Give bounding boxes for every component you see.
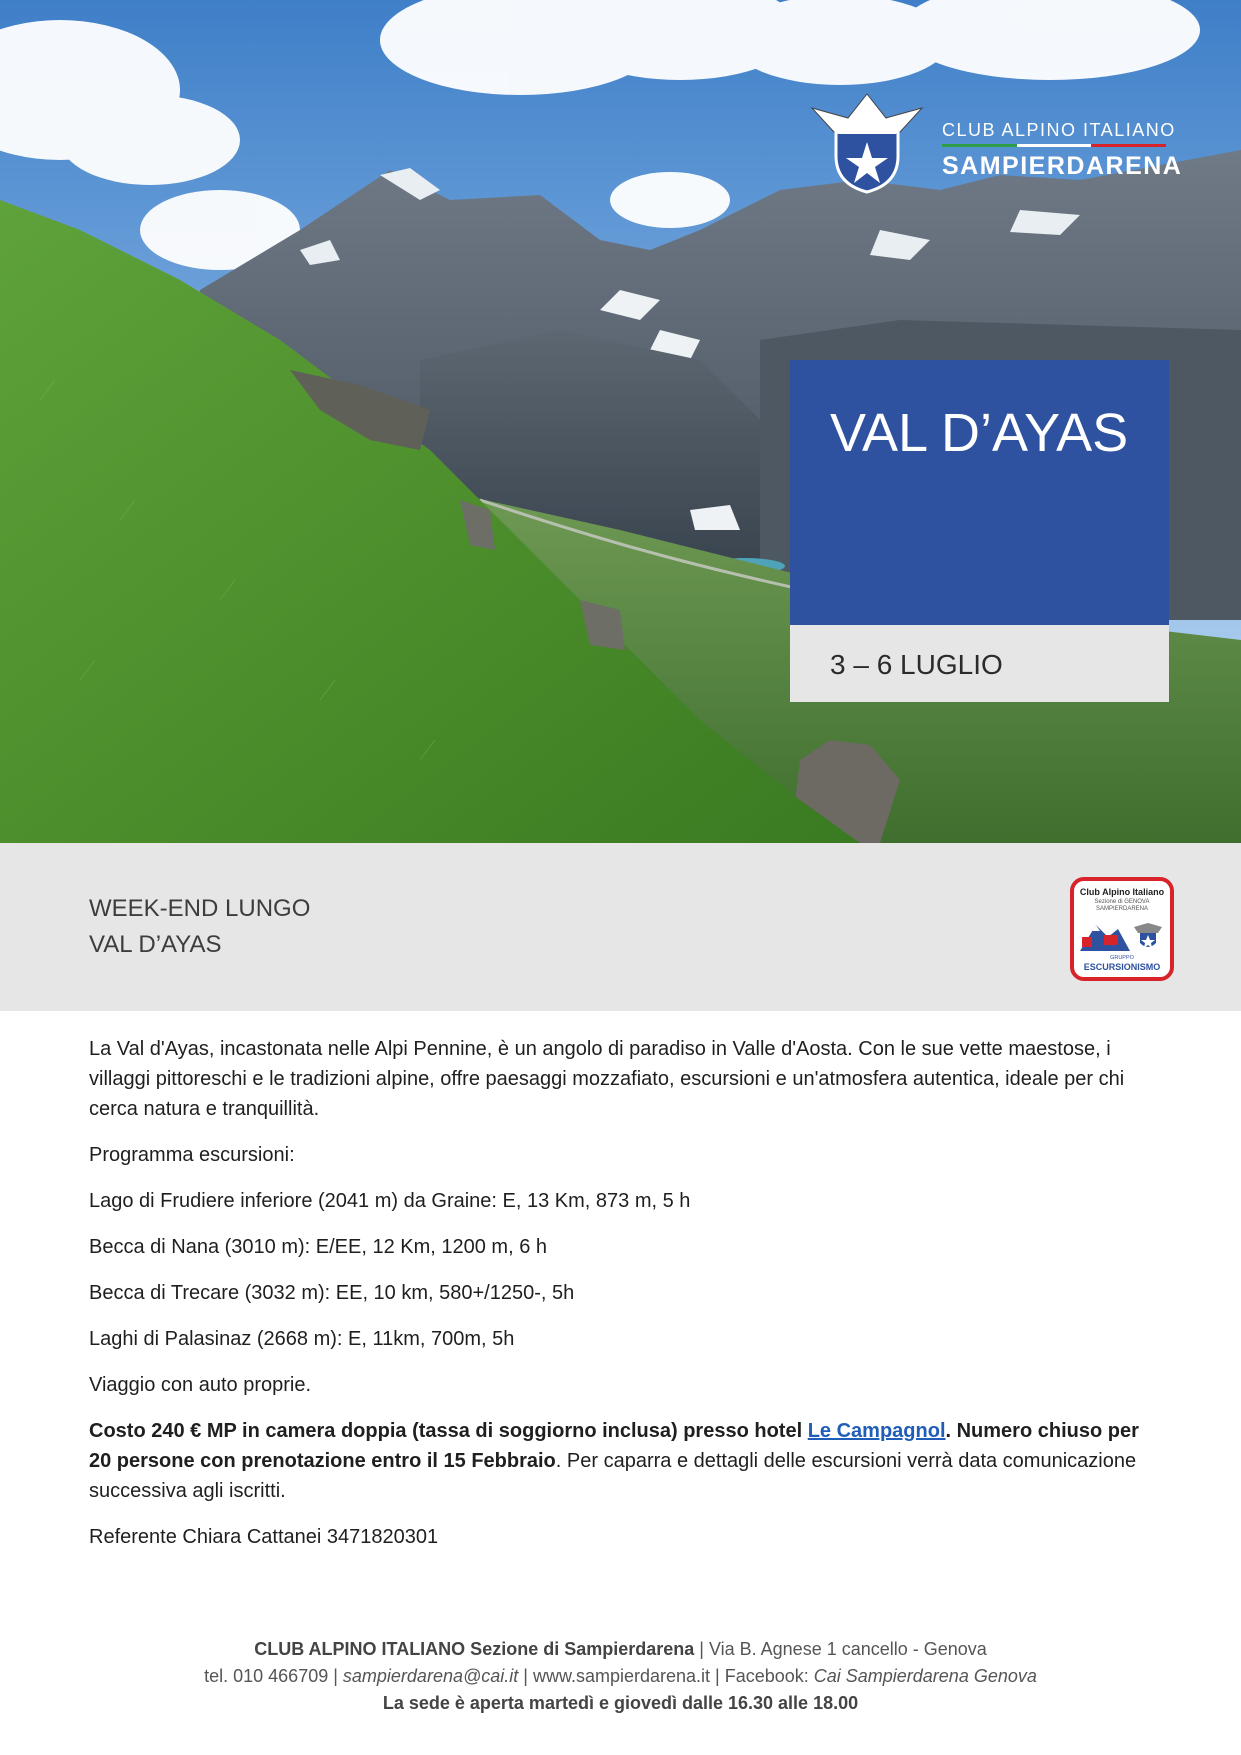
footer-hours: La sede è aperta martedì e giovedì dalle 16.30 alle 18.00	[382, 1693, 859, 1713]
main-content	[89, 1034, 1159, 1568]
subtitle-band	[0, 843, 1241, 1011]
page-title: VAL D’AYAS	[830, 403, 1129, 463]
subtitle-line-2: VAL D’AYAS	[89, 931, 222, 958]
badge-text-4: ESCURSIONISMO	[1083, 962, 1161, 972]
footer	[0, 1636, 1241, 1717]
hotel-link[interactable]: Le Campagnol	[807, 1420, 946, 1442]
title-box	[790, 360, 1169, 625]
logo-text-club-alpino: CLUB ALPINO ITALIANO	[942, 120, 1176, 140]
footer-line-1	[0, 1636, 1241, 1663]
hike-item-1: Lago di Frudiere inferiore (2041 m) da Graine: E, 13 Km, 873 m, 5 h	[89, 1190, 691, 1212]
contact-line: Referente Chiara Cattanei 3471820301	[89, 1526, 439, 1548]
cost-text-bold-2: . Numero chiuso per 20 persone con prenotazione entro il 15 Febbraio	[89, 1420, 1139, 1472]
footer-line-3	[0, 1690, 1241, 1717]
intro-paragraph: La Val d'Ayas, incastonata nelle Alpi Pennine, è un angolo di paradiso in Valle d'Aosta. Con le sue vette maestose, i villaggi pittoreschi e le tradizioni alpine, offre paesaggi mozzafiato, escursioni e un'atmosfera autentica, ideale per chi cerca natura e tranquillità.	[89, 1038, 1125, 1120]
event-date: 3 – 6 LUGLIO	[830, 649, 1003, 680]
badge-text-3: GRUPPO	[1110, 955, 1134, 961]
footer-line-2	[0, 1663, 1241, 1690]
travel-note: Viaggio con auto proprie.	[89, 1374, 312, 1396]
gruppo-escursionismo-badge-icon	[1070, 877, 1174, 981]
hike-item-4: Laghi di Palasinaz (2668 m): E, 11km, 700m, 5h	[89, 1328, 515, 1350]
subtitle-line-1: WEEK-END LUNGO	[89, 895, 311, 922]
italian-flag-bar	[942, 144, 1166, 147]
hike-item-3: Becca di Trecare (3032 m): EE, 10 km, 580+/1250-, 5h	[89, 1282, 575, 1304]
badge-text-1: Club Alpino Italiano	[1079, 887, 1165, 897]
cost-text-bold-1: Costo 240 € MP in camera doppia (tassa di soggiorno inclusa) presso hotel	[89, 1420, 808, 1442]
footer-tel: tel. 010 466709 |	[204, 1666, 343, 1686]
program-heading: Programma escursioni:	[89, 1144, 295, 1166]
badge-mountain-icon	[1078, 915, 1166, 955]
cost-text-rest: . Per caparra e dettagli delle escursioni verrà data comunicazione successiva agli iscritti.	[89, 1450, 1137, 1502]
badge-text-2: Sezione di GENOVA SAMPIERDARENA	[1094, 899, 1150, 912]
footer-web: | www.sampierdarena.it | Facebook:	[518, 1666, 814, 1686]
hike-item-2: Becca di Nana (3010 m): E/EE, 12 Km, 1200 m, 6 h	[89, 1236, 548, 1258]
cai-eagle-star-icon	[808, 86, 926, 196]
cost-paragraph	[89, 1416, 1159, 1506]
footer-email[interactable]: sampierdarena@cai.it	[342, 1666, 519, 1686]
hero-photo	[0, 0, 1241, 843]
logo-text-sampierdarena: SAMPIERDARENA	[942, 152, 1183, 180]
cai-sampierdarena-logo	[808, 86, 1183, 196]
date-box	[790, 625, 1169, 702]
footer-facebook[interactable]: Cai Sampierdarena Genova	[813, 1666, 1037, 1686]
footer-address: | Via B. Agnese 1 cancello - Genova	[694, 1639, 987, 1659]
footer-org: CLUB ALPINO ITALIANO Sezione di Sampierdarena	[254, 1639, 695, 1659]
